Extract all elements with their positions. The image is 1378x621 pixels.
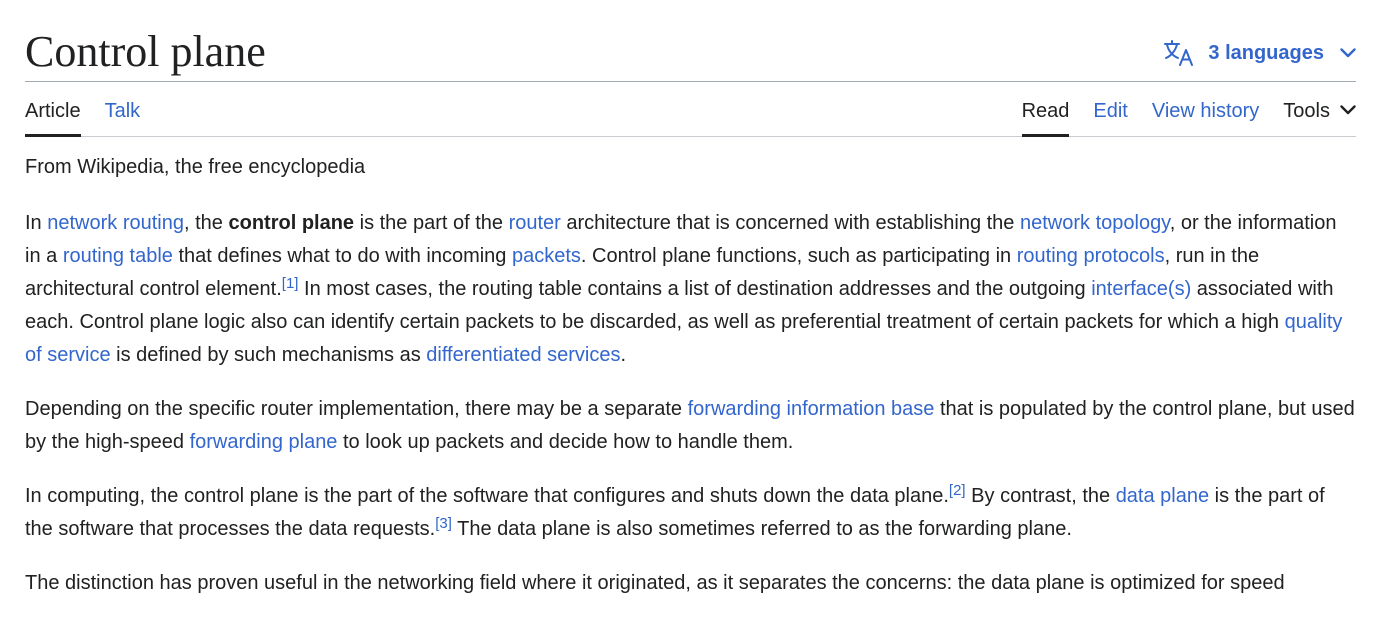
text: By contrast, the xyxy=(965,485,1116,507)
text: to look up packets and decide how to handle them. xyxy=(337,431,794,453)
site-tagline: From Wikipedia, the free encyclopedia xyxy=(25,156,366,178)
text: . xyxy=(620,344,627,366)
page-header xyxy=(25,26,1356,82)
paragraph-1 xyxy=(25,207,1356,372)
language-selector-button[interactable] xyxy=(1164,38,1356,68)
text: , the xyxy=(184,212,229,234)
bold-term: control plane xyxy=(228,212,355,234)
text: that is populated by the control plane, but used by the high-speed xyxy=(25,398,1355,453)
text: is the part of the software that processes the data requests. xyxy=(25,485,1325,540)
translate-icon xyxy=(1164,40,1194,66)
link-network-routing[interactable]: network routing xyxy=(47,212,184,234)
reference-link-2[interactable]: [2] xyxy=(948,482,966,499)
text: Depending on the specific router implementation, there may be a separate xyxy=(25,398,688,420)
tab-read[interactable]: Read xyxy=(1022,82,1070,136)
link-quality-of-service[interactable]: quality of service xyxy=(25,311,1343,366)
page-title: Control plane xyxy=(25,27,266,76)
paragraph-3 xyxy=(25,480,1356,546)
link-packets[interactable]: packets xyxy=(511,245,581,267)
text: , or the information in a xyxy=(25,212,1337,267)
article-body xyxy=(25,207,1356,621)
text: that defines what to do with incoming xyxy=(172,245,512,267)
tab-edit[interactable]: Edit xyxy=(1093,100,1128,122)
tab-view-history[interactable]: View history xyxy=(1151,100,1260,122)
text: associated with each. Control plane logic also can identify certain packets to be discarded, as well as preferential treatment of certain packets for which a high xyxy=(25,278,1334,333)
text: In computing, the control plane is the part of the software that configures and shuts down the data plane. xyxy=(25,485,949,507)
link-data-plane[interactable]: data plane xyxy=(1115,485,1210,507)
text: , run in the architectural control element. xyxy=(25,245,1260,300)
paragraph-2 xyxy=(25,393,1356,459)
text: architecture that is concerned with establishing the xyxy=(560,212,1020,234)
text: is the part of the xyxy=(354,212,509,234)
link-router[interactable]: router xyxy=(508,212,561,234)
tab-talk[interactable]: Talk xyxy=(104,100,141,122)
link-routing-protocols[interactable]: routing protocols xyxy=(1016,245,1165,267)
link-network-topology[interactable]: network topology xyxy=(1019,212,1170,234)
text: is defined by such mechanisms as xyxy=(110,344,427,366)
page-tabs xyxy=(25,82,1356,137)
text: . Control plane functions, such as participating in xyxy=(580,245,1017,267)
view-tabs xyxy=(998,82,1356,136)
tools-menu-button[interactable] xyxy=(1283,82,1356,136)
tools-label: Tools xyxy=(1283,100,1330,122)
link-differentiated-services[interactable]: differentiated services xyxy=(426,344,621,366)
text: The distinction has proven useful in the networking field where it originated, as it separates the concerns: the data plane is optimized for speed xyxy=(25,572,1285,594)
tab-article[interactable]: Article xyxy=(25,82,81,136)
reference-link-1[interactable]: [1] xyxy=(281,275,299,292)
namespace-tabs xyxy=(25,82,164,136)
chevron-down-icon xyxy=(1340,48,1356,58)
link-forwarding-information-base[interactable]: forwarding information base xyxy=(687,398,935,420)
reference-link-3[interactable]: [3] xyxy=(435,515,452,532)
text: In xyxy=(25,212,48,234)
text: The data plane is also sometimes referred to as the forwarding plane. xyxy=(451,518,1072,540)
text: In most cases, the routing table contains a list of destination addresses and the outgoing xyxy=(298,278,1092,300)
link-routing-table[interactable]: routing table xyxy=(62,245,173,267)
link-forwarding-plane[interactable]: forwarding plane xyxy=(189,431,338,453)
language-count: 3 languages xyxy=(1208,41,1324,64)
chevron-down-icon xyxy=(1340,105,1356,115)
link-interfaces[interactable]: interface(s) xyxy=(1091,278,1192,300)
